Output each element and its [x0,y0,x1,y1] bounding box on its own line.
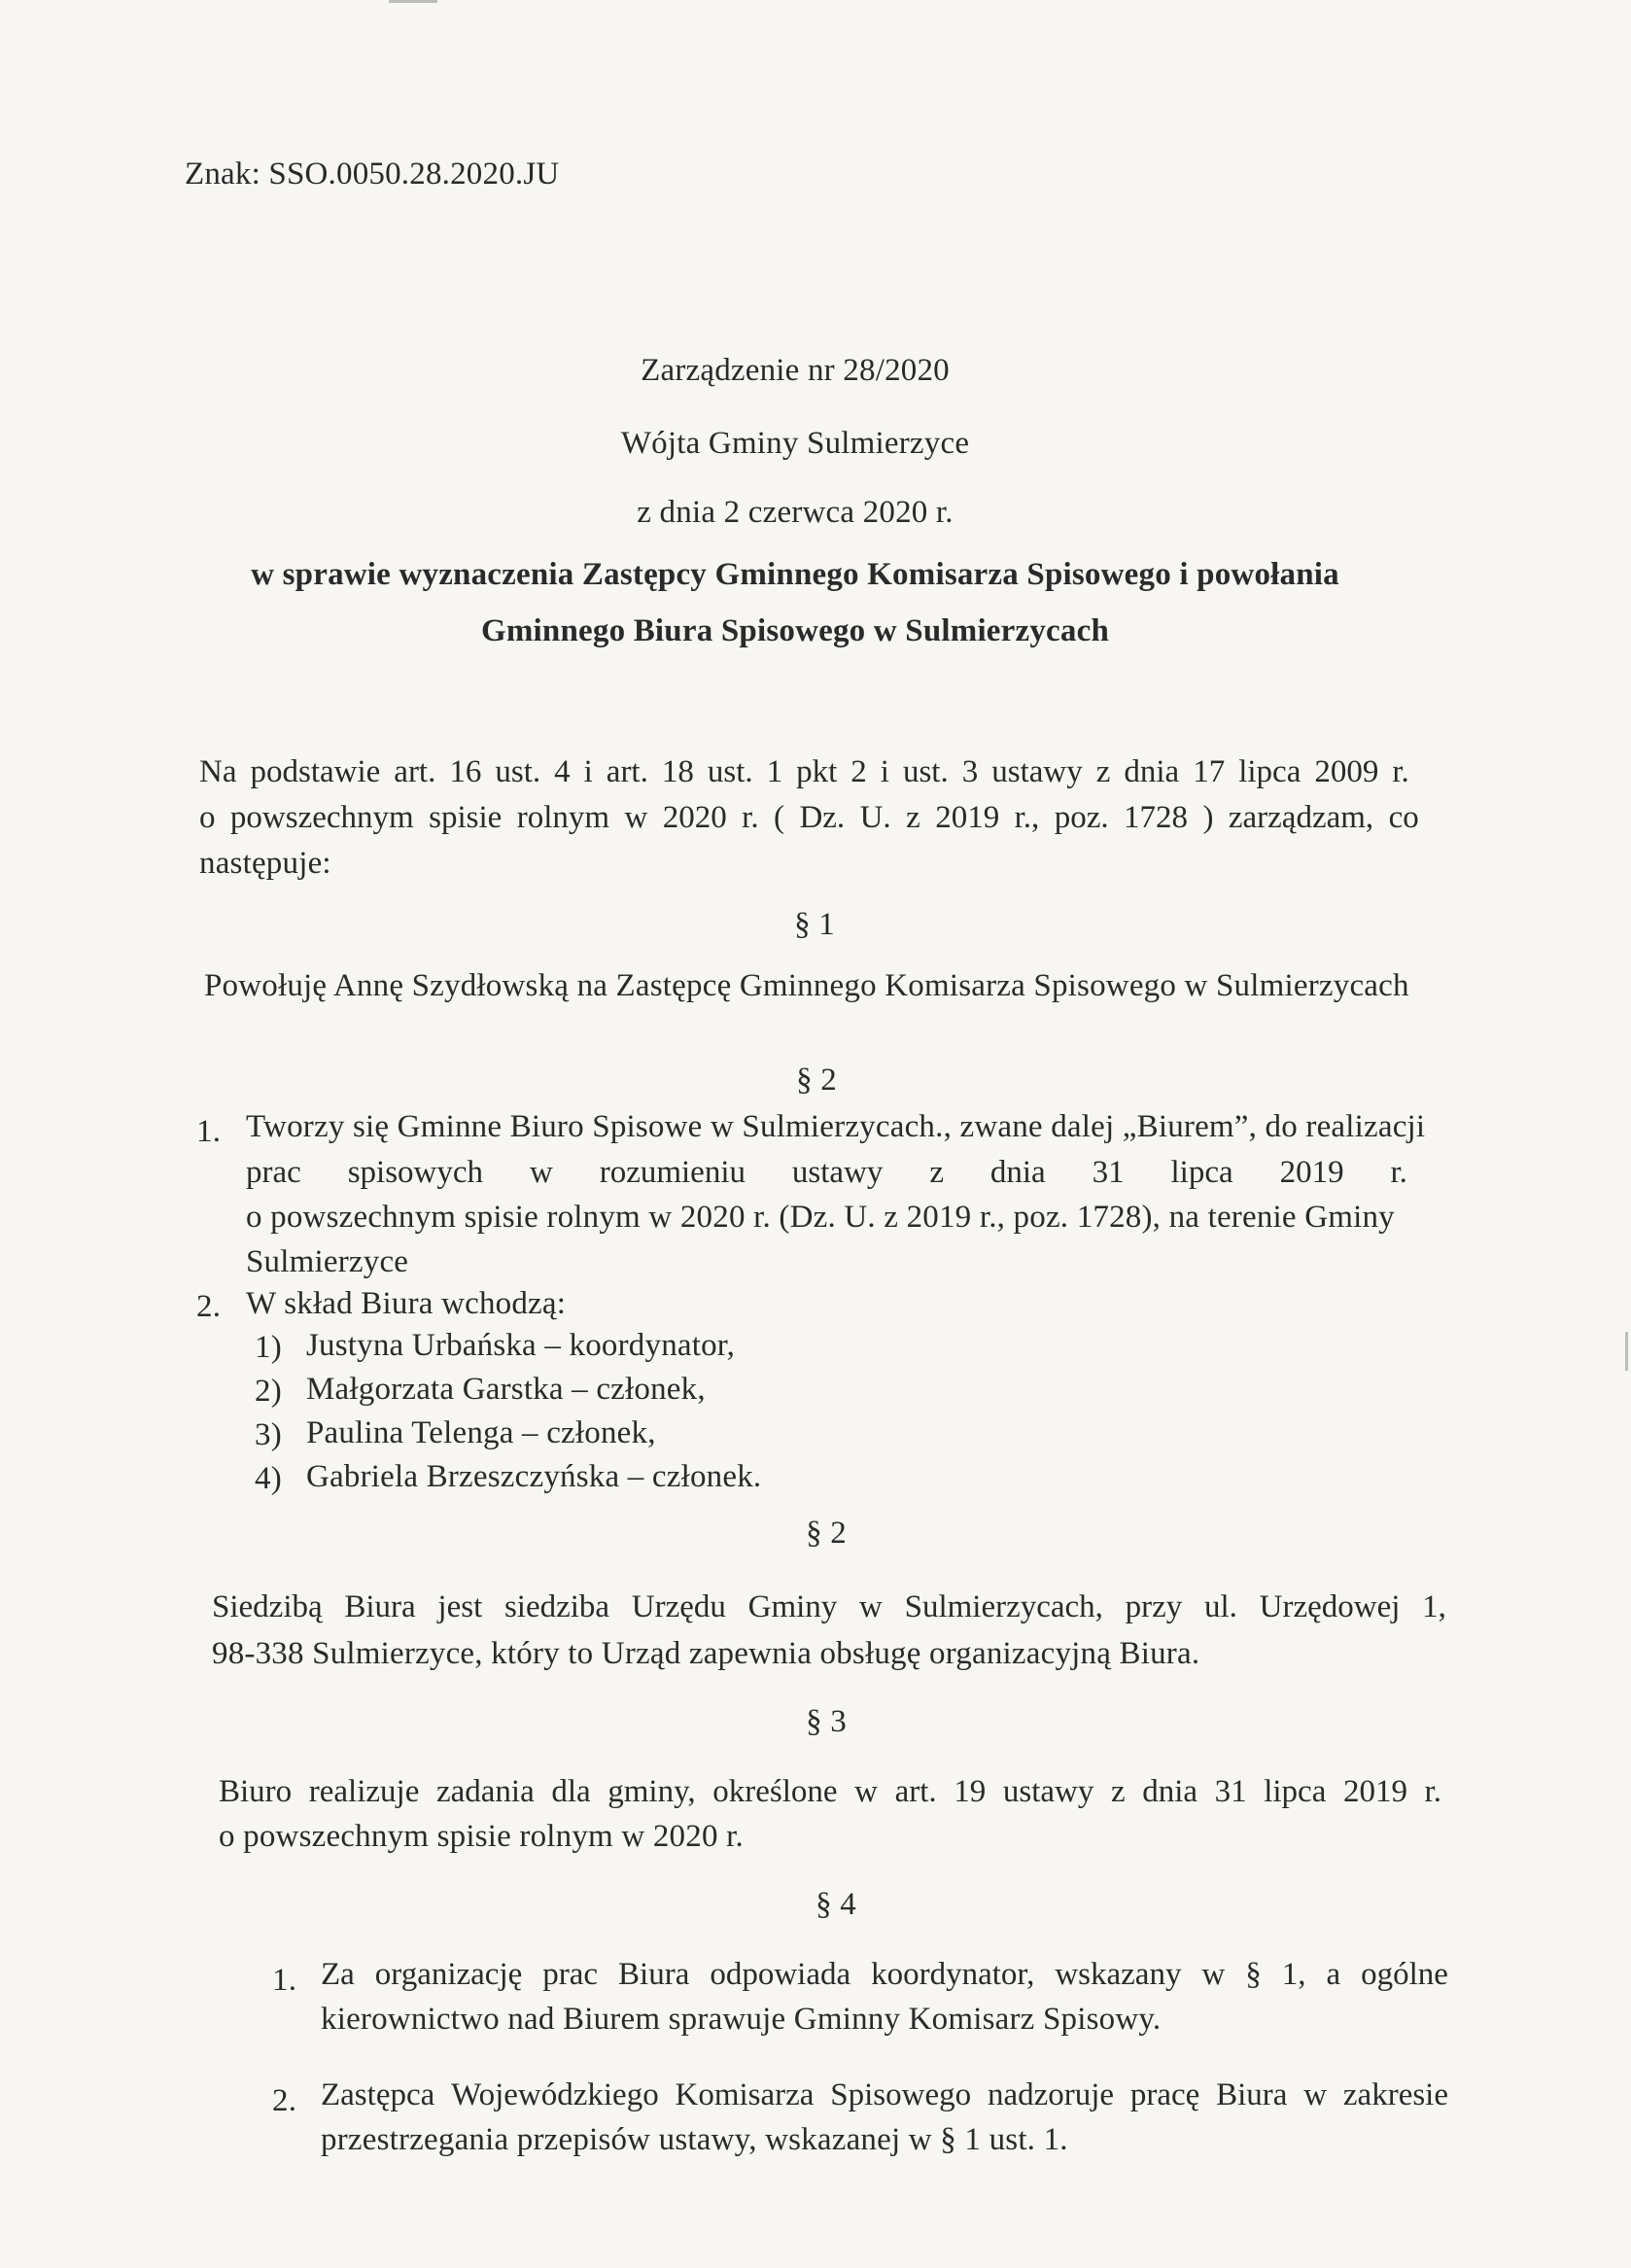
word: Zastępca [321,2077,435,2112]
word: prac [246,1155,301,1190]
word: ogólne [1361,1957,1448,1992]
word: art. [894,1774,937,1809]
member-1-number: 1) [255,1330,282,1365]
word: 2020 [662,800,727,835]
word: Spisowego [830,2077,972,2112]
word: zakresie [1342,2077,1448,2112]
section-2b-line1 [212,1588,1446,1627]
word: dnia [1124,754,1180,789]
word: i [583,754,593,789]
word: powszechnym [229,800,414,835]
word: z [906,800,920,835]
member-3-text: Paulina Telenga – członek, [306,1415,656,1450]
word: lipca [1264,1774,1327,1809]
word: Biura [344,1589,416,1624]
preamble-line3: następuje: [199,846,331,881]
section-1-text: Powołuję Annę Szydłowską na Zastępcę Gminnego Komisarza Spisowego w Sulmierzycach [204,968,1409,1003]
word: ustawy [1002,1774,1094,1809]
section-3-heading: § 3 [806,1704,847,1739]
word: Biura [618,1957,690,1992]
word: 1, [1281,1957,1306,1992]
section-4-item1-line1 [321,1956,1448,1995]
word: Dz. [799,800,846,835]
word: 2019 [1342,1774,1407,1809]
word: 2019 [935,800,1000,835]
section-2a-item1-line4: Sulmierzyce [246,1244,409,1279]
word: dla [551,1774,591,1809]
word: 2 [850,754,867,789]
word: realizuje [308,1774,420,1809]
word: a [1326,1957,1341,1992]
word: w [529,1155,553,1190]
word: 18 [661,754,694,789]
word: Sulmierzycach, [904,1589,1103,1624]
word: Biura [1216,2077,1288,2112]
word: koordynator, [871,1957,1035,1992]
word: r. [742,800,759,835]
word: Za [321,1957,355,1992]
word: 31 [1092,1155,1125,1190]
word: poz. [1054,800,1109,835]
word: r. [1424,1774,1441,1809]
word: art. [394,754,436,789]
word: w [1303,2077,1328,2112]
word: 1 [766,754,783,789]
section-2a-item1-line1: Tworzy się Gminne Biuro Spisowe w Sulmierzycach., zwane dalej „Biurem”, do realizacji [246,1109,1426,1144]
word: nadzoruje [987,2077,1115,2112]
document-subject-line1: w sprawie wyznaczenia Zastępcy Gminnego Komisarza Spisowego i powołania [251,557,1339,592]
document-title: Zarządzenie nr 28/2020 [641,353,950,388]
document-reference: Znak: SSO.0050.28.2020.JU [185,157,560,192]
section-4-item1-number: 1. [272,1963,297,1998]
word: siedziba [503,1589,610,1624]
word: 4 [554,754,571,789]
word: co [1388,800,1419,835]
word: z [929,1155,944,1190]
word: z [1110,1774,1126,1809]
word: 19 [954,1774,987,1809]
word: pracę [1129,2077,1200,2112]
word: Urzędowej [1259,1589,1401,1624]
word: 17 [1193,754,1226,789]
word: o [199,800,216,835]
preamble-line1 [199,753,1409,792]
word: Biuro [219,1774,293,1809]
word: gminy, [607,1774,696,1809]
section-1-heading: § 1 [794,907,835,942]
word: 16 [449,754,482,789]
word: ustawy [991,754,1083,789]
word: Urzędu [631,1589,726,1624]
word: ustawy [791,1155,884,1190]
section-4-item2-line2: przestrzegania przepisów ustawy, wskazanej w § 1 ust. 1. [321,2122,1068,2157]
word: podstawie [250,754,381,789]
word: określone [712,1774,838,1809]
word: z [1095,754,1111,789]
word: ust. [707,754,753,789]
word: lipca [1170,1155,1233,1190]
section-2a-item1-number: 1. [196,1114,222,1149]
section-2a-item1-line2 [246,1154,1407,1193]
word: dnia [1142,1774,1198,1809]
document-subject-line2: Gminnego Biura Spisowego w Sulmierzycach [480,613,1110,648]
member-1-text: Justyna Urbańska – koordynator, [306,1328,736,1363]
section-4-item2-line1 [321,2076,1448,2115]
word: ust. [495,754,541,789]
word: spisowych [347,1155,484,1190]
word: rolnym [516,800,610,835]
word: 3 [961,754,979,789]
section-3-line1 [219,1773,1441,1812]
word: rozumieniu [599,1155,746,1190]
word: zarządzam, [1228,800,1374,835]
word: w [1201,1957,1226,1992]
word: ) [1202,800,1214,835]
word: Gminy [747,1589,838,1624]
section-2b-line2: 98-338 Sulmierzyce, który to Urząd zapewnia obsługę organizacyjną Biura. [212,1636,1200,1671]
word: w [859,1589,883,1624]
word: organizację [374,1957,523,1992]
word: ul. [1204,1589,1237,1624]
section-4-item1-line2: kierownictwo nad Biurem sprawuje Gminny Komisarz Spisowy. [321,2002,1162,2037]
word: Komisarza [675,2077,815,2112]
word: i [880,754,889,789]
word: przy [1125,1589,1183,1624]
word: zadania [435,1774,535,1809]
word: odpowiada [710,1957,851,1992]
word: 2009 [1314,754,1379,789]
word: r. [1392,754,1409,789]
word: Siedzibą [212,1589,323,1624]
word: prac [542,1957,599,1992]
member-2-number: 2) [255,1374,282,1409]
word: § [1245,1957,1262,1992]
scan-artifact-right [1625,1332,1628,1371]
section-4-item2-number: 2. [272,2083,297,2118]
member-4-text: Gabriela Brzeszczyńska – członek. [306,1459,762,1494]
word: ( [774,800,785,835]
section-2a-heading: § 2 [796,1063,837,1098]
document-issuer: Wójta Gminy Sulmierzyce [620,426,970,461]
word: w [854,1774,879,1809]
member-3-number: 3) [255,1417,282,1452]
word: Wojewódzkiego [451,2077,659,2112]
section-3-line2: o powszechnym spisie rolnym w 2020 r. [219,1819,744,1854]
section-2a-item2-text: W skład Biura wchodzą: [246,1286,567,1321]
word: 1, [1422,1589,1446,1624]
document-date: z dnia 2 czerwca 2020 r. [637,495,954,530]
word: lipca [1238,754,1301,789]
word: 31 [1214,1774,1247,1809]
word: pkt [796,754,838,789]
word: dnia [989,1155,1046,1190]
word: U. [859,800,891,835]
member-4-number: 4) [255,1461,282,1496]
word: 1728 [1124,800,1189,835]
section-2a-item2-number: 2. [196,1289,222,1324]
word: w [624,800,648,835]
word: wskazany [1055,1957,1182,1992]
word: Na [199,754,237,789]
section-2b-heading: § 2 [806,1516,847,1551]
word: 2019 [1279,1155,1344,1190]
word: r. [1390,1155,1407,1190]
word: spisie [429,800,503,835]
member-2-text: Małgorzata Garstka – członek, [306,1372,706,1407]
preamble-line2 [199,799,1419,838]
word: r., [1014,800,1040,835]
word: ust. [902,754,949,789]
section-4-heading: § 4 [816,1887,856,1922]
section-2a-item1-line3: o powszechnym spisie rolnym w 2020 r. (Dz. U. z 2019 r., poz. 1728), na terenie Gminy [246,1200,1395,1235]
word: art. [606,754,648,789]
word: jest [437,1589,483,1624]
scan-artifact-top [389,0,437,3]
